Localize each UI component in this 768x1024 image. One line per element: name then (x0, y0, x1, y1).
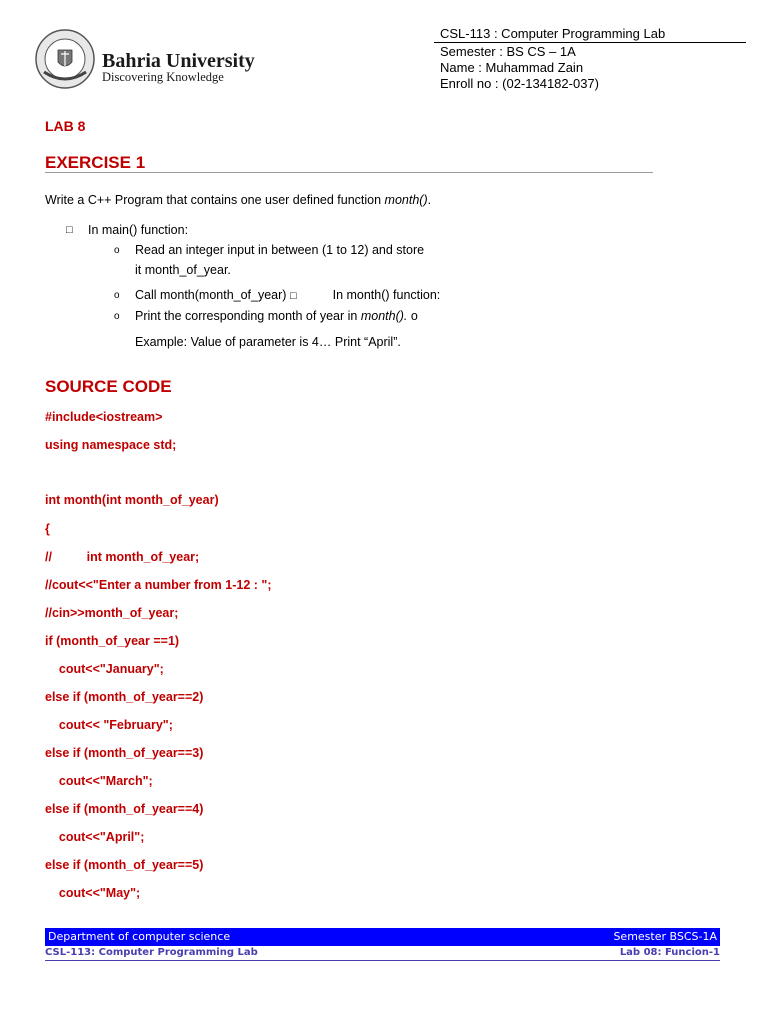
footer-bar (45, 928, 720, 946)
function-name: month() (384, 193, 428, 207)
exercise-divider (45, 172, 653, 173)
footer-course: CSL-113: Computer Programming Lab (45, 947, 258, 958)
source-code-title: SOURCE CODE (45, 377, 172, 396)
code-line: int month(int month_of_year) (45, 493, 219, 507)
code-line: using namespace std; (45, 438, 177, 452)
code-line: cout<<"May"; (45, 886, 141, 900)
university-name: Bahria University (102, 50, 255, 72)
square-bullet-icon: □ (289, 290, 297, 302)
circle-bullet-icon: o (114, 245, 120, 256)
code-line: cout<<"March"; (45, 774, 153, 788)
circle-bullet-icon: o (114, 290, 120, 301)
code-line: cout<< "February"; (45, 718, 173, 732)
code-line: else if (month_of_year==3) (45, 746, 204, 760)
footer-divider (45, 960, 720, 961)
enroll-line: Enroll no : (02-134182-037) (440, 76, 599, 91)
exercise-title: EXERCISE 1 (45, 153, 146, 172)
footer-semester: Semester BSCS-1A (613, 930, 717, 943)
code-line: else if (month_of_year==2) (45, 690, 204, 704)
circle-bullet-icon: o (114, 311, 120, 322)
code-line: //cin>>month_of_year; (45, 606, 179, 620)
lab-title: LAB 8 (45, 118, 86, 134)
sub-bullet-3: Print the corresponding month of year in month(). o (135, 309, 418, 323)
sub-bullet-1-line-2: it month_of_year. (135, 263, 231, 277)
code-line: #include<iostream> (45, 410, 163, 424)
footer-department: Department of computer science (48, 930, 231, 943)
task-intro: Write a C++ Program that contains one user defined function month(). (45, 193, 432, 207)
crest-icon (34, 28, 96, 90)
sub-bullet-1-line-1: Read an integer input in between (1 to 12) and store (135, 243, 425, 257)
code-line: { (45, 522, 50, 536)
main-bullet: In main() function: (88, 223, 189, 237)
name-line: Name : Muhammad Zain (440, 60, 584, 75)
code-line: // int month_of_year; (45, 550, 200, 564)
code-line: //cout<<"Enter a number from 1-12 : "; (45, 578, 272, 592)
course-line: CSL-113 : Computer Programming Lab (440, 26, 666, 41)
code-line: cout<<"April"; (45, 830, 145, 844)
code-line: else if (month_of_year==4) (45, 802, 204, 816)
university-tagline: Discovering Knowledge (102, 70, 224, 84)
code-line: cout<<"January"; (45, 662, 164, 676)
example-text: Example: Value of parameter is 4… Print “April”. (135, 335, 401, 349)
semester-line: Semester : BS CS – 1A (440, 44, 576, 59)
code-line: else if (month_of_year==5) (45, 858, 204, 872)
square-bullet-icon: □ (66, 224, 73, 236)
header-divider (434, 42, 746, 43)
code-line: if (month_of_year ==1) (45, 634, 180, 648)
footer-lab: Lab 08: Funcion-1 (619, 947, 720, 958)
university-logo (34, 28, 274, 92)
sub-bullet-2: Call month(month_of_year) □ In month() function: (135, 288, 441, 302)
